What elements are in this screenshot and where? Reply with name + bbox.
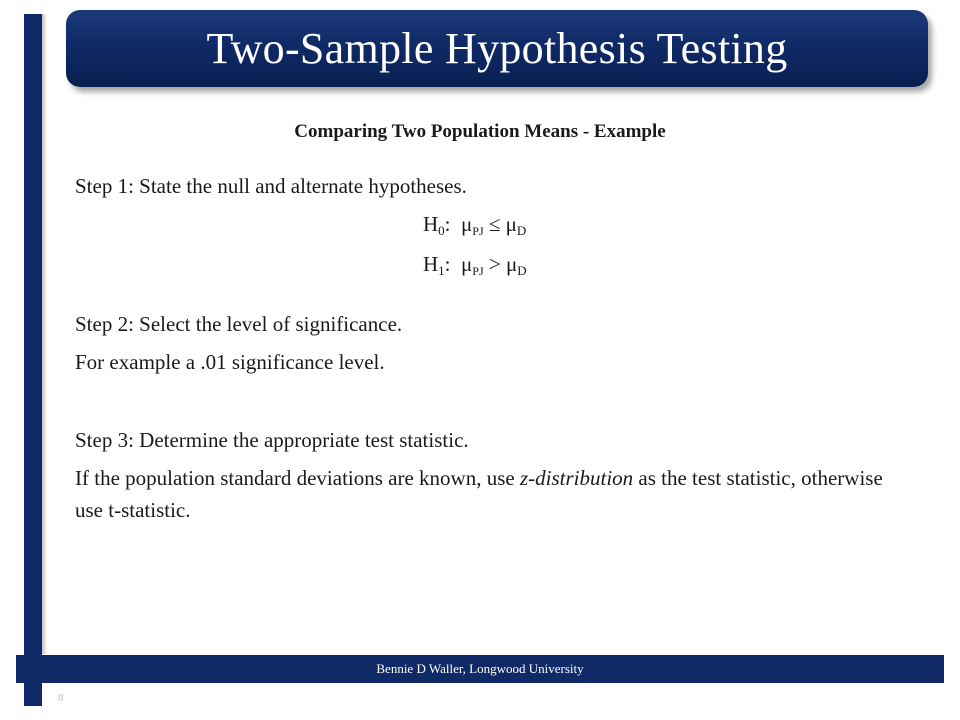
null-hypothesis: $H_0$: $\mu_{PJ} \le \mu_D$: [423, 212, 527, 238]
h0-mu-2: μ: [505, 212, 517, 236]
h0-subscript: 0: [438, 223, 445, 238]
h0-label: H: [423, 212, 439, 236]
h1-mu-2: μ: [505, 252, 518, 276]
h1-mu-1: μ: [461, 252, 473, 276]
h1-sub-d: D: [517, 263, 527, 278]
step3-para-italic: z-distribution: [519, 466, 634, 490]
h1-operator: >: [488, 252, 501, 276]
h0-sub-pj: PJ: [472, 224, 484, 238]
footer-bar: [16, 655, 944, 683]
left-accent-bar: [24, 14, 42, 706]
h0-sub-d: D: [516, 223, 527, 238]
step2-example: For example a .01 significance level.: [75, 350, 385, 374]
h0-mu-1: μ: [461, 212, 473, 236]
step3-para-after: as the test statistic, otherwise use t-statistic.: [75, 466, 883, 522]
h1-sub-pj: PJ: [472, 264, 484, 278]
step1-text: Step 1: State the null and alternate hypotheses.: [75, 174, 467, 198]
h0-operator: ≤: [488, 212, 501, 236]
alternate-hypothesis: $H_1$: $\mu_{PJ} > \mu_D$: [423, 252, 527, 278]
slide-number: 8: [58, 692, 64, 704]
step3-paragraph: [75, 462, 905, 526]
step2-text: Step 2: Select the level of significance.: [75, 312, 403, 336]
step3-para-before: If the population standard deviations are known, use: [75, 466, 520, 490]
footer-credit: Bennie D Waller, Longwood University: [376, 661, 584, 676]
h1-label: H: [423, 252, 439, 276]
title-banner: [66, 10, 928, 87]
h1-subscript: 1: [438, 263, 445, 278]
slide-title: Two-Sample Hypothesis Testing: [206, 23, 788, 73]
step3-text: Step 3: Determine the appropriate test statistic.: [75, 428, 469, 452]
left-accent-shadow: [42, 14, 47, 654]
slide-subtitle: Comparing Two Population Means - Example: [294, 121, 666, 142]
